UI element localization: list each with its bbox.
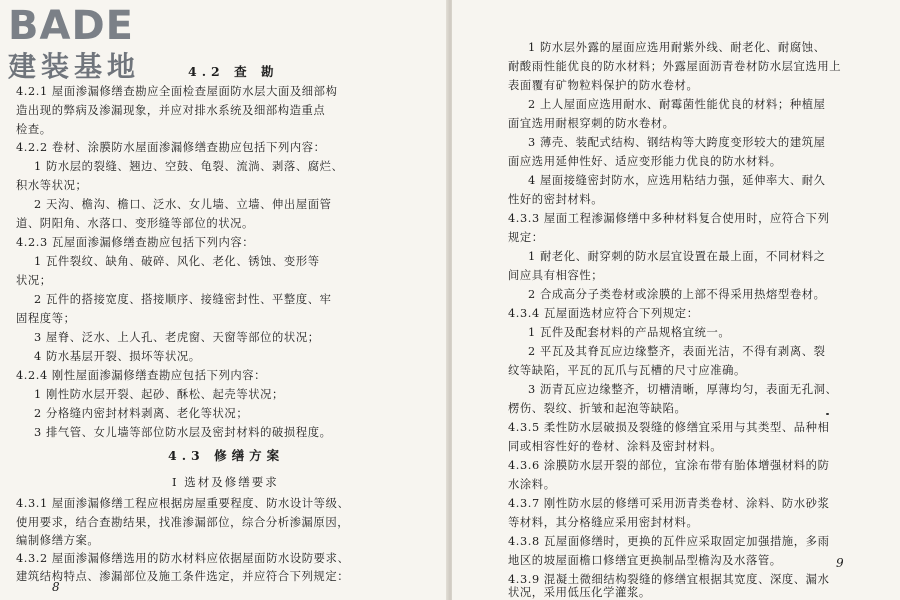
print-speck: [826, 413, 829, 415]
section-4-3-heading: 4.3 修缮方案: [168, 448, 285, 463]
logo-latin-text: BADE: [8, 3, 134, 49]
text-line: 耐酸雨性能优良的防水材料；外露屋面沥青卷材防水层宜选用上: [508, 60, 842, 73]
text-line: 4.2.1 屋面渗漏修缮查勘应全面检查屋面防水层大面及细部构: [16, 85, 338, 98]
text-line: 1 瓦件及配套材料的产品规格宜统一。: [528, 326, 731, 339]
text-line: 道、阴阳角、水落口、变形缝等部位的状况。: [16, 217, 254, 230]
text-line: 4.3.1 屋面渗漏修缮工程应根据房屋重要程度、防水设计等级、: [16, 497, 350, 510]
text-line: 4.2.3 瓦屋面渗漏修缮查勘应包括下列内容：: [16, 236, 255, 249]
logo-chinese-text: 建装基地: [8, 50, 141, 83]
text-line: 表面覆有矿物粒料保护的防水卷材。: [508, 79, 699, 92]
text-line: 建筑结构特点、渗漏部位及施工条件选定，并应符合下列规定：: [16, 570, 350, 583]
subsection-I-heading: Ⅰ 选材及修缮要求: [172, 475, 279, 489]
text-line: 规定：: [508, 231, 544, 244]
right-page: [452, 0, 900, 600]
text-line: 4.3.5 柔性防水层破损及裂缝的修缮宜采用与其类型、品种相: [508, 421, 830, 434]
text-line: 楞伤、裂纹、折皱和起泡等缺陷。: [508, 402, 687, 415]
text-line: 1 防水层外露的屋面应选用耐紫外线、耐老化、耐腐蚀、: [528, 41, 826, 54]
text-line: 2 天沟、檐沟、檐口、泛水、女儿墙、立墙、伸出屋面管: [34, 198, 332, 211]
text-line: 检查。: [16, 123, 52, 136]
text-line: 4.2.2 卷材、涂膜防水屋面渗漏修缮查勘应包括下列内容：: [16, 141, 326, 154]
text-line: 2 上人屋面应选用耐水、耐霉菌性能优良的材料；种植屋: [528, 98, 826, 111]
text-line: 固程度等；: [16, 312, 76, 325]
text-line: 1 瓦件裂纹、缺角、破碎、风化、老化、锈蚀、变形等: [34, 255, 320, 268]
text-line: 4.2.4 刚性屋面渗漏修缮查勘应包括下列内容：: [16, 369, 267, 382]
text-line: 积水等状况；: [16, 179, 88, 192]
page-number: 8: [52, 580, 60, 594]
text-line: 1 刚性防水层开裂、起砂、酥松、起壳等状况；: [34, 388, 284, 401]
bade-logo: [8, 4, 188, 88]
text-line: 等材料，其分格缝应采用密封材料。: [508, 516, 699, 529]
text-line: 性好的密封材料。: [508, 193, 604, 206]
text-line: 2 平瓦及其脊瓦应边缘整齐，表面光洁，不得有剥离、裂: [528, 345, 826, 358]
text-line: 4.3.2 屋面渗漏修缮选用的防水材料应依据屋面防水设防要求、: [16, 552, 350, 565]
text-line: 4.3.8 瓦屋面修缮时，更换的瓦件应采取固定加强措施，多雨: [508, 535, 830, 548]
text-line: 编制修缮方案。: [16, 534, 100, 547]
text-line: 纹等缺陷，平瓦的瓦爪与瓦槽的尺寸应准确。: [508, 364, 746, 377]
text-line: 4.3.9 混凝土微细结构裂缝的修缮宜根据其宽度、深度、漏水: [508, 573, 830, 586]
text-line: 4.3.3 屋面工程渗漏修缮中多种材料复合使用时，应符合下列: [508, 212, 830, 225]
text-line: 2 合成高分子类卷材或涂膜的上部不得采用热熔型卷材。: [528, 288, 826, 301]
text-line: 3 沥青瓦应边缘整齐，切槽清晰，厚薄均匀，表面无孔洞、: [528, 383, 838, 396]
text-line: 3 薄壳、装配式结构、钢结构等大跨度变形较大的建筑屋: [528, 136, 826, 149]
text-line: 4 屋面接缝密封防水，应选用粘结力强，延伸率大、耐久: [528, 174, 826, 187]
text-line: 2 瓦件的搭接宽度、搭接顺序、接缝密封性、平整度、牢: [34, 293, 332, 306]
text-line: 地区的坡屋面檐口修缮宜更换制品型檐沟及水落管。: [508, 554, 782, 567]
text-line: 使用要求，结合查勘结果，找准渗漏部位，综合分析渗漏原因，: [16, 516, 350, 529]
text-line: 造出现的弊病及渗漏现象，并应对排水系统及细部构造重点: [16, 104, 326, 117]
text-line: 4.3.6 涂膜防水层开裂的部位，宜涂布带有胎体增强材料的防: [508, 459, 830, 472]
text-line: 1 防水层的裂缝、翘边、空鼓、龟裂、流淌、剥落、腐烂、: [34, 160, 344, 173]
text-line: 4.3.7 刚性防水层的修缮可采用沥青类卷材、涂料、防水砂浆: [508, 497, 830, 510]
section-4-2-heading: 4.2 查 勘: [188, 64, 279, 79]
text-line: 状况；: [16, 274, 52, 287]
text-line: 面宜选用耐根穿刺的防水卷材。: [508, 117, 675, 130]
text-line: 间应具有相容性；: [508, 269, 604, 282]
text-line: 水涂料。: [508, 478, 556, 491]
text-line: 4.3.4 瓦屋面选材应符合下列规定：: [508, 307, 699, 320]
text-line: 同或相容性好的卷材、涂料及密封材料。: [508, 440, 723, 453]
text-line: 3 排气管、女儿墙等部位防水层及密封材料的破损程度。: [34, 426, 332, 439]
text-line: 4 防水基层开裂、损坏等状况。: [34, 350, 201, 363]
page-number: 9: [836, 556, 844, 570]
text-line: 2 分格缝内密封材料剥离、老化等状况；: [34, 407, 249, 420]
text-line: 3 屋脊、泛水、上人孔、老虎窗、天窗等部位的状况；: [34, 331, 320, 344]
text-line: 1 耐老化、耐穿刺的防水层宜设置在最上面，不同材料之: [528, 250, 826, 263]
text-line: 状况，采用低压化学灌浆。: [508, 586, 651, 599]
left-page: [0, 0, 448, 600]
text-line: 面应选用延伸性好、适应变形能力优良的防水材料。: [508, 155, 782, 168]
